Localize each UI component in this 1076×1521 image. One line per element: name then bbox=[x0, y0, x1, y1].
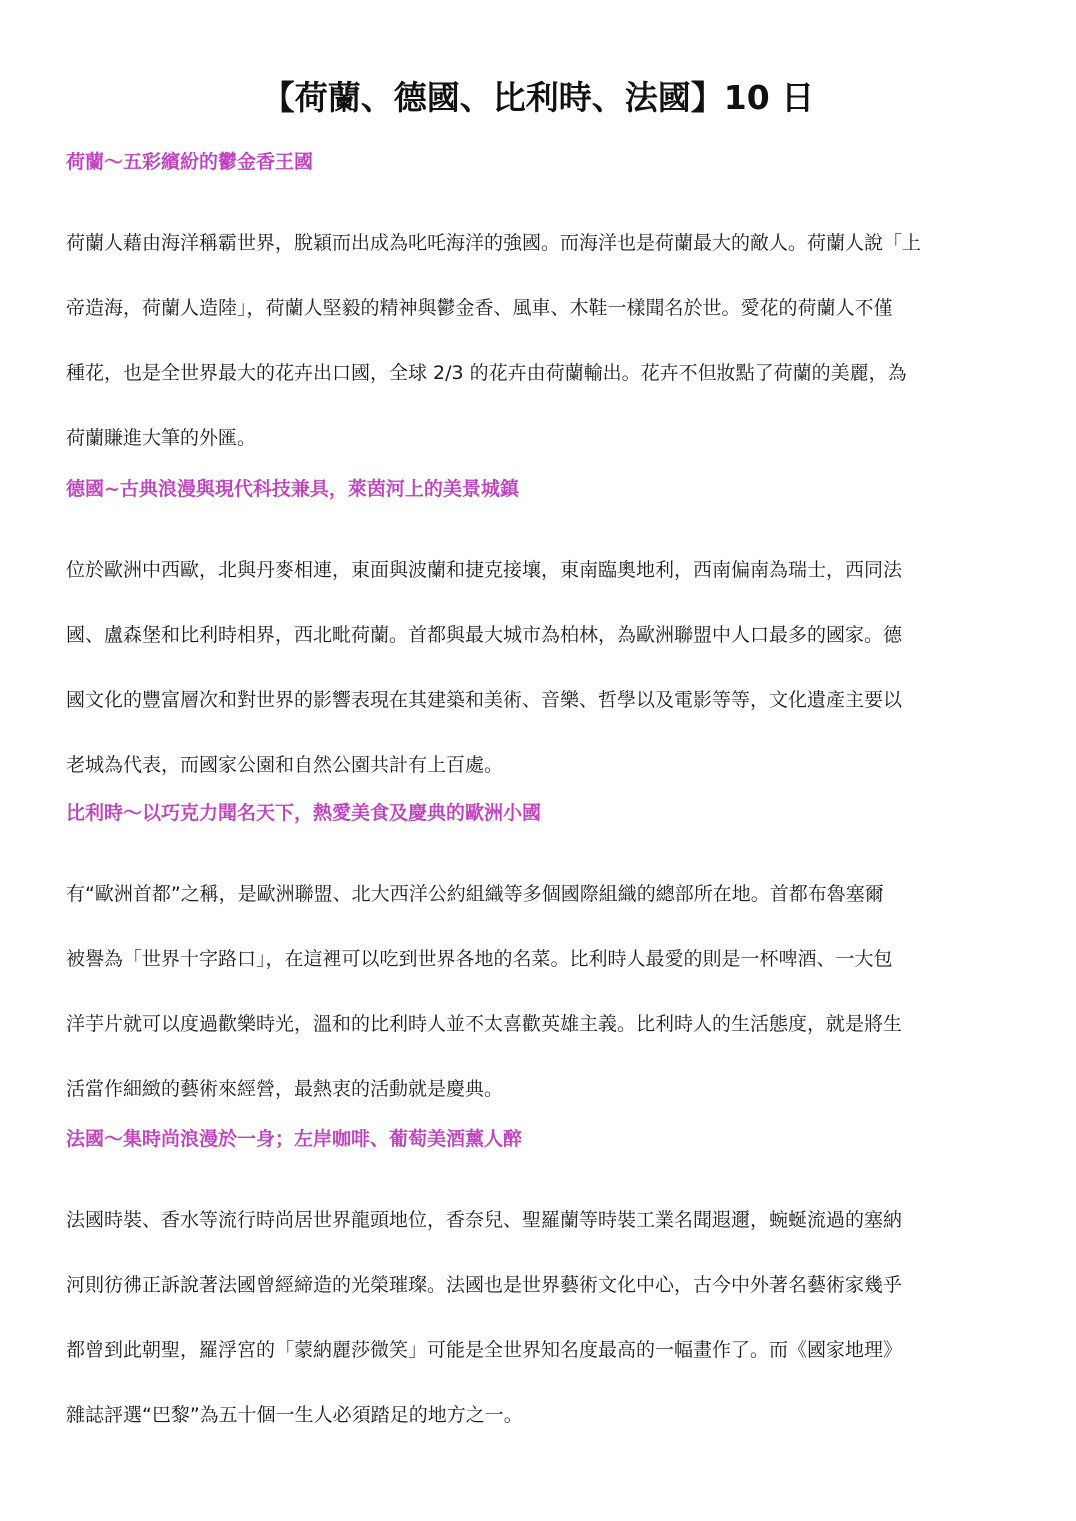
body-line: 荷蘭人藉由海洋稱霸世界，脫穎而出成為叱吒海洋的強國。而海洋也是荷蘭最大的敵人。荷蘭人說「上 bbox=[66, 232, 922, 254]
section-heading: 荷蘭～五彩繽紛的鬱金香王國 bbox=[66, 151, 314, 173]
body-line: 國、盧森堡和比利時相界，西北毗荷蘭。首都與最大城市為柏林，為歐洲聯盟中人口最多的國家。德 bbox=[66, 624, 903, 646]
section-germany bbox=[66, 474, 1014, 798]
body-line: 法國時裝、香水等流行時尚居世界龍頭地位，香奈兒、聖羅蘭等時裝工業名聞遐邇，蜿蜒流過的塞納 bbox=[66, 1209, 903, 1231]
body-line: 老城為代表，而國家公園和自然公園共計有上百處。 bbox=[66, 754, 504, 776]
body-line: 有“歐洲首都”之稱，是歐洲聯盟、北大西洋公約組織等多個國際組織的總部所在地。首都布魯塞爾 bbox=[66, 883, 884, 905]
section-netherlands bbox=[66, 147, 1014, 471]
body-line: 國文化的豐富層次和對世界的影響表現在其建築和美術、音樂、哲學以及電影等等，文化遺產主要以 bbox=[66, 689, 903, 711]
body-line: 種花，也是全世界最大的花卉出口國，全球 2/3 的花卉由荷蘭輸出。花卉不但妝點了荷蘭的美麗，為 bbox=[66, 362, 907, 384]
body-line: 都曾到此朝聖，羅浮宮的「蒙納麗莎微笑」可能是全世界知名度最高的一幅畫作了。而《國家地理》 bbox=[66, 1339, 903, 1361]
section-body bbox=[66, 1188, 1014, 1448]
body-line: 荷蘭賺進大筆的外匯。 bbox=[66, 427, 257, 449]
body-line: 活當作細緻的藝術來經營，最熱衷的活動就是慶典。 bbox=[66, 1078, 504, 1100]
section-body bbox=[66, 862, 1014, 1122]
body-line: 被譽為「世界十字路口」，在這裡可以吃到世界各地的名菜。比利時人最愛的則是一杯啤酒、一大包 bbox=[66, 948, 893, 970]
section-heading: 德國~古典浪漫與現代科技兼具，萊茵河上的美景城鎮 bbox=[66, 478, 519, 500]
section-heading: 比利時～以巧克力聞名天下，熱愛美食及慶典的歐洲小國 bbox=[66, 802, 542, 824]
body-line: 雜誌評選“巴黎”為五十個一生人必須踏足的地方之一。 bbox=[66, 1404, 523, 1426]
section-belgium bbox=[66, 798, 1014, 1122]
section-heading: 法國～集時尚浪漫於一身；左岸咖啡、葡萄美酒薰人醉 bbox=[66, 1128, 523, 1150]
section-body bbox=[66, 538, 1014, 798]
page-title: 【荷蘭、德國、比利時、法國】10 日 bbox=[261, 78, 815, 117]
body-line: 帝造海，荷蘭人造陸」，荷蘭人堅毅的精神與鬱金香、風車、木鞋一樣聞名於世。愛花的荷蘭人不僅 bbox=[66, 297, 893, 319]
section-body bbox=[66, 211, 1014, 471]
section-france bbox=[66, 1124, 1014, 1448]
body-line: 位於歐洲中西歐，北與丹麥相連，東面與波蘭和捷克接壤，東南臨奧地利，西南偏南為瑞士，西同法 bbox=[66, 559, 903, 581]
body-line: 河則彷彿正訴說著法國曾經締造的光榮璀璨。法國也是世界藝術文化中心，古今中外著名藝術家幾乎 bbox=[66, 1274, 903, 1296]
body-line: 洋芋片就可以度過歡樂時光，溫和的比利時人並不太喜歡英雄主義。比利時人的生活態度，就是將生 bbox=[66, 1013, 903, 1035]
